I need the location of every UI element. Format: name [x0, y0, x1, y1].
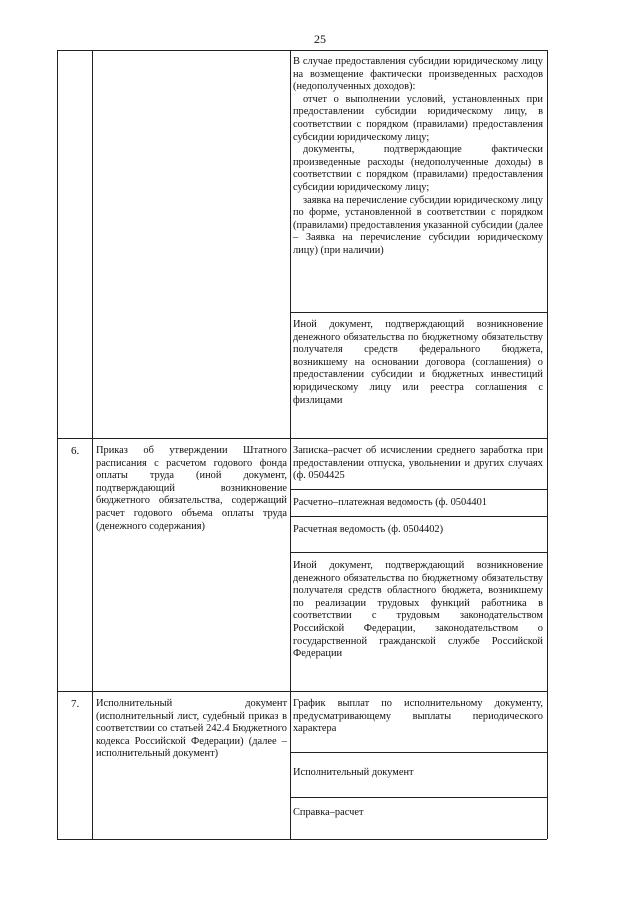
enforcement-document-basis-text: Исполнительный документ (исполнительный лист, судебный приказ в соответствии со статьей 242.4 Бюджетного кодекса Российской Федерации) (далее – исполнительный документ)	[96, 698, 287, 760]
table-border-bottom	[57, 839, 547, 840]
cell-divider	[290, 552, 547, 553]
payroll-statement-cell	[293, 497, 543, 510]
column-divider-2	[290, 50, 291, 839]
row-number: 7.	[71, 698, 80, 710]
enforcement-document-text: Исполнительный документ	[293, 767, 414, 778]
documents-table	[57, 50, 547, 839]
enforcement-document-cell	[293, 767, 543, 780]
calculation-certificate-text: Справка–расчет	[293, 807, 364, 818]
subsidy-reimbursement-cell	[293, 56, 543, 258]
cell-divider	[290, 516, 547, 517]
subsidy-transfer-request-text: заявка на перечисление субсидии юридическому лицу по форме, установленной в соответствии с порядком (правилами) предоставления указанной субсидии (далее – Заявка на перечисление субсидии юридическому лицу) (при наличии)	[293, 194, 543, 256]
other-regional-document-cell	[293, 560, 543, 661]
subsidy-report-text: отчет о выполнении условий, установленных при предоставлении субсидии юридическому лицу, в соответствии с порядком (правилами) предоставления субсидии юридическому лицу;	[293, 93, 543, 143]
table-border-right	[547, 50, 548, 839]
calculation-certificate-cell	[293, 807, 543, 820]
page-number: 25	[314, 32, 326, 46]
row-divider	[57, 438, 547, 439]
staffing-order-cell	[96, 445, 287, 533]
cell-divider	[290, 312, 547, 313]
column-divider-1	[92, 50, 93, 839]
cell-divider	[290, 797, 547, 798]
avg-earnings-note-text: Записка–расчет об исчислении среднего заработка при предоставлении отпуска, увольнении и других случаях (ф. 0504425	[293, 445, 543, 482]
staffing-order-text: Приказ об утверждении Штатного расписания с расчетом годового фонда оплаты труда (иной документ, подтверждающий возникновение бюджетного обязательства, содержащий расчет годового объема оплаты труда (денежного содержания)	[96, 445, 287, 532]
payment-schedule-text: График выплат по исполнительному документу, предусматривающему выплаты периодического характера	[293, 698, 543, 735]
other-federal-document-cell	[293, 319, 543, 407]
table-border-left	[57, 50, 58, 839]
table-border-top	[57, 50, 547, 51]
payroll-statement-text: Расчетно–платежная ведомость (ф. 0504401	[293, 497, 487, 508]
settlement-statement-cell	[293, 524, 543, 537]
subsidy-intro-text: В случае предоставления субсидии юридическому лицу на возмещение фактически произведенных расходов (недополученных доходов):	[293, 56, 543, 93]
row-divider	[57, 691, 547, 692]
avg-earnings-note-cell	[293, 445, 543, 483]
other-regional-document-text: Иной документ, подтверждающий возникновение денежного обязательства по бюджетному обязательству получателя средств областного бюджета, возникшему по реализации трудовых функций работника в соответствии с трудовым законодательством Российской Федерации, законодательством о государственной гражданской службе Российской Федерации	[293, 560, 543, 660]
cell-divider	[290, 752, 547, 753]
settlement-statement-text: Расчетная ведомость (ф. 0504402)	[293, 524, 444, 535]
other-federal-document-text: Иной документ, подтверждающий возникновение денежного обязательства по бюджетному обязательству получателя средств федерального бюджета, возникшему на основании договора (соглашения) о предоставлении субсидии и бюджетных инвестиций юридическому лицу или реестра соглашения с физлицами	[293, 319, 543, 406]
enforcement-document-basis-cell	[96, 698, 287, 761]
payment-schedule-cell	[293, 698, 543, 736]
row-number: 6.	[71, 445, 80, 457]
cell-divider	[290, 489, 547, 490]
subsidy-expense-docs-text: документы, подтверждающие фактически произведенные расходы (недополученные доходы) в соответствии с порядком (правилами) предоставления субсидии юридическому лицу;	[293, 144, 543, 193]
